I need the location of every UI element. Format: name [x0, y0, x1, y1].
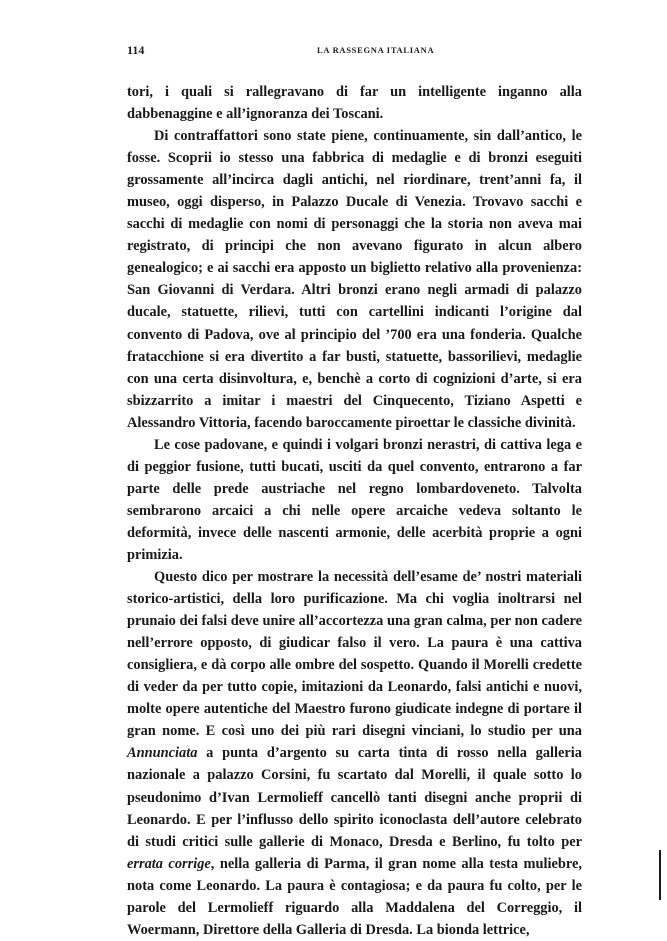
paragraph-4 — [127, 566, 582, 941]
paragraph-text: , nella galleria di Parma, il gran nome alla testa muliebre, nota come Leonardo. La paura è contagiosa; e da paura fu colto, per le parole del Lermolieff riguardo alla Maddalena del Correggio, il Woermann, Direttore della Galleria di Dresda. La bionda lettrice, — [127, 855, 582, 938]
italic-title-annunciata: Annunciata — [127, 745, 198, 762]
page-header — [127, 43, 582, 59]
paragraph-text: a punta d’argento su carta tinta di rosso nella galleria nazionale a palazzo Corsini, fu scartato dal Morelli, il quale sotto lo pseudonimo d’Ivan Lermolieff cancellò tanti disegni anche proprii di Leonardo. E per l’influsso dello spirito iconoclasta dell’autore celebrato di studi critici sulle gallerie di Monaco, Dresda e Berlino, fu tolto per — [127, 745, 582, 850]
body-text — [127, 81, 582, 941]
paragraph-text: tori, i quali si rallegravano di far un intelligente inganno alla dabbenaggine e all’ignoranza dei Toscani. — [127, 84, 582, 123]
paragraph-1 — [127, 81, 582, 125]
italic-phrase-errata-corrige: errata corrige — [127, 855, 211, 872]
paragraph-text: Di contraffattori sono state piene, continuamente, sin dall’antico, le fosse. Scoprii io stesso una fabbrica di medaglie e di bronzi eseguiti grossamente all’incirca dagli antichi, nel riordinare, trent’anni fa, il museo, oggi disperso, in Palazzo Ducale di Venezia. Trovavo sacchi e sacchi di medaglie con nomi di personaggi che la storia non aveva mai registrato, di principi che non avevano figurato in alcun albero genealogico; e ai sacchi era apposto un biglietto relativo alla provenienza: San Giovanni di Verdara. Altri bronzi erano negli armadi di palazzo ducale, statuette, rilievi, tutti con cartellini indicanti l’origine dal convento di Padova, ove al principio del ’700 era una fonderia. Qualche fratacchione si era divertito a far busti, statuette, bassorilievi, medaglie con una certa disinvoltura, e, benchè a corto di cognizioni d’arte, si era sbizzarrito a imitar i maestri del Cinquecento, Tiziano Aspetti e Alessandro Vittoria, facendo baroccamente piroettar le classiche divinità. — [127, 128, 582, 431]
paragraph-3 — [127, 434, 582, 566]
paragraph-2 — [127, 125, 582, 434]
paragraph-text: Questo dico per mostrare la necessità dell’esame de’ nostri materiali storico-artistici, della loro purificazione. Ma chi voglia inoltrarsi nel prunaio dei falsi deve unire all’accortezza una gran calma, per non cadere nell’errore opposto, di giudicar falso il vero. La paura è una cattiva consigliera, e dà corpo alle ombre del sospetto. Quando il Morelli credette di veder da per tutto copie, imitazioni da Leonardo, falsi antichi e nuovi, molte opere autentiche del Maestro furono giudicate indegne di portare il gran nome. E così uno dei più rari disegni vinciani, lo studio per una — [127, 569, 582, 740]
page-number: 114 — [127, 43, 145, 57]
paragraph-text: Le cose padovane, e quindi i volgari bronzi nerastri, di cattiva lega e di peggior fusione, tutti bucati, usciti da quel convento, entrarono a far parte delle prede austriache nel regno lombardoveneto. Talvolta sembrarono arcaici a chi nelle opere arcaiche vedeva soltanto le deformità, invece delle nascenti armonie, delle acerbità proprie a ogni primizia. — [127, 436, 582, 563]
scan-edge-mark — [659, 850, 661, 900]
running-title: LA RASSEGNA ITALIANA — [317, 45, 435, 55]
